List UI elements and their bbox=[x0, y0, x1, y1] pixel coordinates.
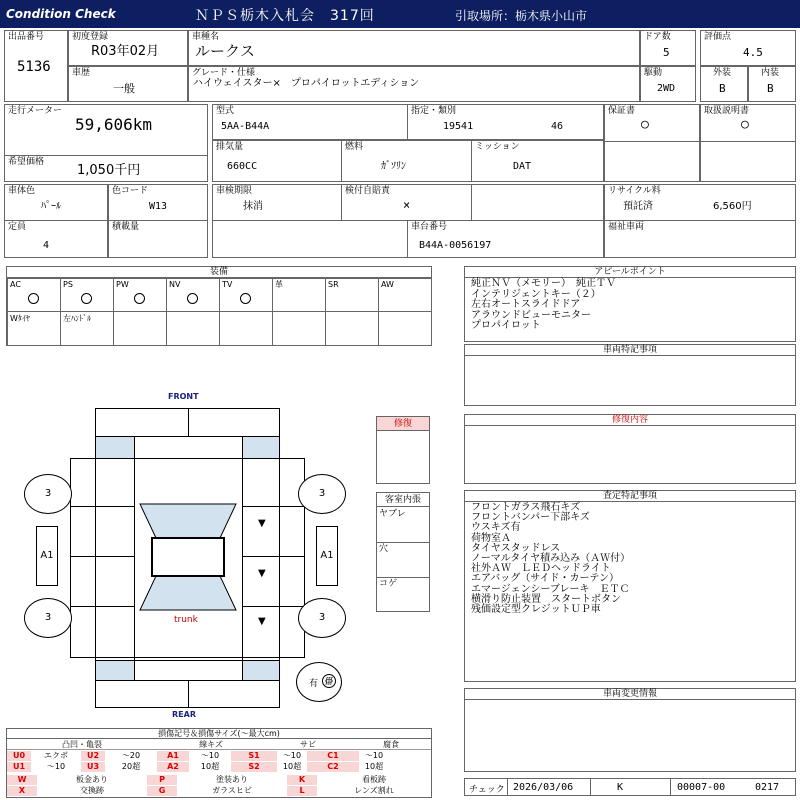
model-value: 5AA-B44A bbox=[221, 121, 270, 132]
spare-label: 有 bbox=[309, 679, 319, 689]
doors-cell bbox=[640, 30, 696, 66]
legend-desc: ～10 bbox=[200, 751, 220, 760]
tire-rear-right: 3 bbox=[298, 598, 346, 638]
legend-code: U2 bbox=[81, 751, 105, 761]
equip-extra-cell bbox=[219, 311, 273, 346]
equip-cell bbox=[113, 278, 167, 312]
cabin-glass-svg bbox=[134, 498, 242, 620]
equip-extra-cell bbox=[166, 311, 220, 346]
inspection-cell bbox=[212, 184, 604, 258]
legend-group: 凸凹・亀裂 bbox=[7, 740, 157, 750]
drive-label: 駆動 bbox=[644, 68, 663, 78]
repair-content-title: 修復内容 bbox=[465, 415, 795, 426]
legend-desc: ～10 bbox=[282, 751, 302, 760]
history-label: 車歴 bbox=[72, 68, 91, 78]
legend-bottom-code: G bbox=[147, 786, 177, 796]
capacity-value: 4 bbox=[43, 240, 50, 251]
legend-desc: 10超 bbox=[282, 762, 302, 771]
designation-value: 19541 bbox=[443, 121, 474, 132]
legend-bottom-code: X bbox=[7, 786, 37, 796]
inspection-value: 抹消 bbox=[243, 201, 263, 212]
equip-extra-cell bbox=[113, 311, 167, 346]
equip-extra-cell bbox=[325, 311, 379, 346]
int-cell bbox=[748, 66, 796, 102]
legend-code: S2 bbox=[231, 762, 277, 772]
legend-code: C1 bbox=[307, 751, 359, 761]
manual-cell bbox=[700, 104, 796, 182]
price-label: 希望価格 bbox=[8, 157, 45, 167]
history-cell bbox=[68, 66, 188, 102]
spare-tire bbox=[296, 662, 342, 702]
trunk-label: trunk bbox=[174, 615, 198, 625]
cabin-title: 客室内張 bbox=[377, 493, 429, 507]
capacity-label: 定員 bbox=[8, 222, 27, 232]
lot-number: 5136 bbox=[17, 59, 51, 75]
cabin-item-burn: コゲ bbox=[379, 579, 398, 589]
displacement-value: 660CC bbox=[227, 161, 258, 172]
legend-code: U0 bbox=[7, 751, 31, 761]
inspection-notes-panel bbox=[464, 490, 796, 682]
color-code-cell bbox=[108, 184, 208, 258]
special-title: 車両特記事項 bbox=[465, 345, 795, 356]
rear-label: REAR bbox=[172, 710, 196, 719]
legend-group: 腐食 bbox=[351, 740, 431, 750]
manual-label: 取扱説明書 bbox=[704, 106, 750, 116]
history-value: 一般 bbox=[113, 82, 135, 95]
equip-label: AC bbox=[10, 280, 21, 289]
equip-extra-cell bbox=[60, 311, 114, 346]
equip-cell bbox=[325, 278, 379, 312]
color-cell bbox=[4, 184, 108, 258]
int-value: B bbox=[767, 82, 774, 95]
doors-value: 5 bbox=[663, 46, 670, 59]
score-cell bbox=[700, 30, 796, 66]
designation-label: 指定・類別 bbox=[411, 106, 457, 116]
legend-desc: ～10 bbox=[364, 751, 384, 760]
check-num: 0217 bbox=[755, 782, 780, 793]
footer-bar bbox=[464, 778, 796, 796]
category-value: 46 bbox=[551, 121, 564, 132]
equip-cell bbox=[378, 278, 432, 312]
cabin-item-tear: ヤブレ bbox=[379, 509, 406, 519]
header-bar bbox=[0, 0, 800, 28]
odo-value: 59,606km bbox=[75, 115, 153, 134]
equipment-panel bbox=[6, 266, 432, 346]
legend-desc: ～20 bbox=[121, 751, 141, 760]
equip-cell bbox=[272, 278, 326, 312]
repair-box-title: 修復 bbox=[377, 417, 429, 431]
ext-cell bbox=[700, 66, 748, 102]
equip-extra-label: 左ﾊﾝﾄﾞﾙ bbox=[63, 314, 91, 323]
recycle-status: 預託済 bbox=[623, 201, 653, 212]
check-date: 2026/03/06 bbox=[513, 782, 574, 793]
color-label: 車体色 bbox=[8, 186, 36, 196]
tire-front-left: 3 bbox=[24, 474, 72, 514]
legend-code: A1 bbox=[157, 751, 189, 761]
equip-check-icon bbox=[81, 293, 92, 304]
liability-label: 検付自賠責 bbox=[345, 186, 391, 196]
color-code-label: 色コード bbox=[112, 186, 149, 196]
legend-bottom-desc: ガラスヒビ bbox=[212, 786, 252, 795]
equip-extra-cell bbox=[7, 311, 61, 346]
equip-cell bbox=[219, 278, 273, 312]
displacement-label: 排気量 bbox=[216, 142, 244, 152]
recycle-label: リサイクル料 bbox=[608, 186, 661, 196]
drive-cell bbox=[640, 66, 696, 102]
legend-bottom-desc: レンズ割れ bbox=[354, 786, 394, 795]
warranty-value: ○ bbox=[641, 117, 649, 132]
legend-code: U3 bbox=[81, 762, 105, 772]
side-panel-right: A1 bbox=[316, 526, 338, 586]
car-name-label: 車種名 bbox=[192, 32, 220, 42]
score-value: 4.5 bbox=[743, 46, 763, 59]
odo-price-cell bbox=[4, 104, 208, 182]
legend-code: S1 bbox=[231, 751, 277, 761]
equip-extra-label: Wﾀｲﾔ bbox=[10, 314, 30, 323]
car-name-cell bbox=[188, 30, 640, 66]
legend-bottom-desc: 塗装あり bbox=[216, 775, 248, 784]
warranty-label: 保証書 bbox=[608, 106, 636, 116]
legend-code: U1 bbox=[7, 762, 31, 772]
equip-label: PW bbox=[116, 280, 129, 289]
door-mark-rear: ▼ bbox=[258, 616, 266, 627]
first-reg-value: R03年02月 bbox=[91, 44, 160, 59]
grade-value: ハイウェイスター× プロパイロットエディション bbox=[193, 78, 420, 89]
spare-icon: ∰ bbox=[322, 674, 336, 688]
engine-cell bbox=[212, 140, 604, 182]
score-label: 評価点 bbox=[704, 32, 732, 42]
odo-label: 走行メーター bbox=[8, 106, 63, 116]
equip-label: 革 bbox=[275, 280, 283, 289]
legend-bottom-code: W bbox=[7, 775, 37, 785]
equip-check-icon bbox=[134, 293, 145, 304]
load-label: 積載量 bbox=[112, 222, 140, 232]
legend-code: A2 bbox=[157, 762, 189, 772]
equip-label: NV bbox=[169, 280, 181, 289]
equip-label: AW bbox=[381, 280, 394, 289]
repair-box bbox=[376, 416, 430, 484]
repair-content-panel bbox=[464, 414, 796, 484]
equip-check-icon bbox=[28, 293, 39, 304]
legend-group: 線キズ bbox=[157, 740, 265, 750]
pickup-location: 引取場所：栃木県小山市 bbox=[455, 9, 588, 23]
appeal-text: 純正ＮＶ（メモリー） 純正ＴＶ インテリジェントキー（２） 左右オートスライドドア アラウンドビューモニター プロパイロット bbox=[471, 278, 616, 331]
cabin-panel bbox=[376, 492, 430, 612]
auction-name: ＮＰＳ栃木入札会 317回 bbox=[195, 8, 375, 24]
grade-label: グレード・仕様 bbox=[192, 68, 256, 78]
inspection-notes-text: フロントガラス飛石キズ フロントバンパー下部キズ ウスキズ有 荷物室Ａ タイヤスタッドレス ノーマルタイヤ積み込み（ＡＷ付） 社外ＡＷ ＬＥＤヘッドライト エアバッグ（サイド・カーテン） エマージェンシーブレーキ ＥＴＣ 横滑り防止装置 スタートボタン 残価設定型クレジットＵＰ車 bbox=[471, 502, 631, 616]
cabin-item-hole: 穴 bbox=[379, 544, 389, 554]
chassis-value: B44A-0056197 bbox=[419, 240, 492, 251]
warranty-cell bbox=[604, 104, 700, 182]
equip-extra-cell bbox=[378, 311, 432, 346]
legend-code: C2 bbox=[307, 762, 359, 772]
equip-label: PS bbox=[63, 280, 73, 289]
legend-desc: ～10 bbox=[46, 762, 66, 771]
ext-label: 外装 bbox=[713, 68, 732, 78]
model-label: 型式 bbox=[216, 106, 235, 116]
manual-value: ○ bbox=[741, 117, 749, 132]
price-value: 1,050千円 bbox=[77, 163, 141, 178]
drive-value: 2WD bbox=[657, 83, 676, 94]
ext-value: B bbox=[719, 82, 726, 95]
change-info-panel bbox=[464, 688, 796, 772]
model-cell bbox=[212, 104, 604, 140]
legend-desc: エクボ bbox=[44, 751, 68, 760]
mission-label: ミッション bbox=[475, 142, 520, 152]
color-code-value: W13 bbox=[149, 201, 168, 212]
equip-cell bbox=[166, 278, 220, 312]
car-diagram bbox=[0, 390, 372, 720]
equip-label: SR bbox=[328, 280, 339, 289]
legend-desc: 10超 bbox=[200, 762, 220, 771]
equip-label: TV bbox=[222, 280, 233, 289]
liability-value: × bbox=[403, 198, 411, 212]
lot-label: 出品番号 bbox=[8, 32, 45, 42]
legend-bottom-code: P bbox=[147, 775, 177, 785]
side-panel-left: A1 bbox=[36, 526, 58, 586]
lot-cell bbox=[4, 30, 68, 102]
inspection-label: 車検期限 bbox=[216, 186, 253, 196]
chassis-label: 車台番号 bbox=[411, 222, 448, 232]
equip-extra-cell bbox=[272, 311, 326, 346]
legend-bottom-desc: 交換跡 bbox=[80, 786, 104, 795]
legend-panel bbox=[6, 728, 432, 798]
legend-bottom-desc: 看板跡 bbox=[362, 775, 386, 784]
welfare-label: 福祉車両 bbox=[608, 222, 645, 232]
legend-bottom-desc: 板金あり bbox=[76, 775, 108, 784]
header-title: Condition Check bbox=[6, 7, 116, 21]
doors-label: ドア数 bbox=[644, 32, 671, 42]
int-label: 内装 bbox=[761, 68, 780, 78]
appeal-panel bbox=[464, 266, 796, 342]
legend-desc: 10超 bbox=[364, 762, 384, 771]
car-name-value: ルークス bbox=[195, 42, 255, 60]
equipment-title: 装備 bbox=[7, 267, 431, 278]
door-mark-fr: ▼ bbox=[258, 518, 266, 529]
change-info-title: 車両変更情報 bbox=[465, 689, 795, 700]
check-label: チェック bbox=[469, 785, 505, 795]
equip-check-icon bbox=[187, 293, 198, 304]
check-code: K bbox=[617, 782, 624, 793]
grade-cell bbox=[188, 66, 640, 102]
inspection-notes-title: 査定特記事項 bbox=[465, 491, 795, 502]
tire-front-right: 3 bbox=[298, 474, 346, 514]
mission-value: DAT bbox=[513, 161, 532, 172]
appeal-title: アピールポイント bbox=[465, 267, 795, 278]
equip-cell bbox=[7, 278, 61, 312]
color-value: ﾊﾟｰﾙ bbox=[41, 201, 61, 212]
fuel-label: 燃料 bbox=[345, 142, 364, 152]
first-reg-label: 初度登録 bbox=[72, 32, 109, 42]
first-reg-cell bbox=[68, 30, 188, 66]
equip-cell bbox=[60, 278, 114, 312]
legend-title: 損傷記号＆損傷サイズ(～最大cm) bbox=[7, 729, 431, 739]
legend-desc: 20超 bbox=[121, 762, 141, 771]
legend-bottom-code: K bbox=[287, 775, 317, 785]
recycle-fee: 6,560円 bbox=[713, 201, 752, 212]
special-panel bbox=[464, 344, 796, 406]
legend-group: サビ bbox=[265, 740, 351, 750]
front-label: FRONT bbox=[168, 392, 199, 401]
door-mark-rr: ▼ bbox=[258, 568, 266, 579]
check-id: 00007-00 bbox=[677, 782, 726, 793]
fuel-value: ｶﾞｿﾘﾝ bbox=[381, 161, 406, 172]
recycle-cell bbox=[604, 184, 796, 258]
legend-bottom-code: L bbox=[287, 786, 317, 796]
equip-check-icon bbox=[240, 293, 251, 304]
tire-rear-left: 3 bbox=[24, 598, 72, 638]
